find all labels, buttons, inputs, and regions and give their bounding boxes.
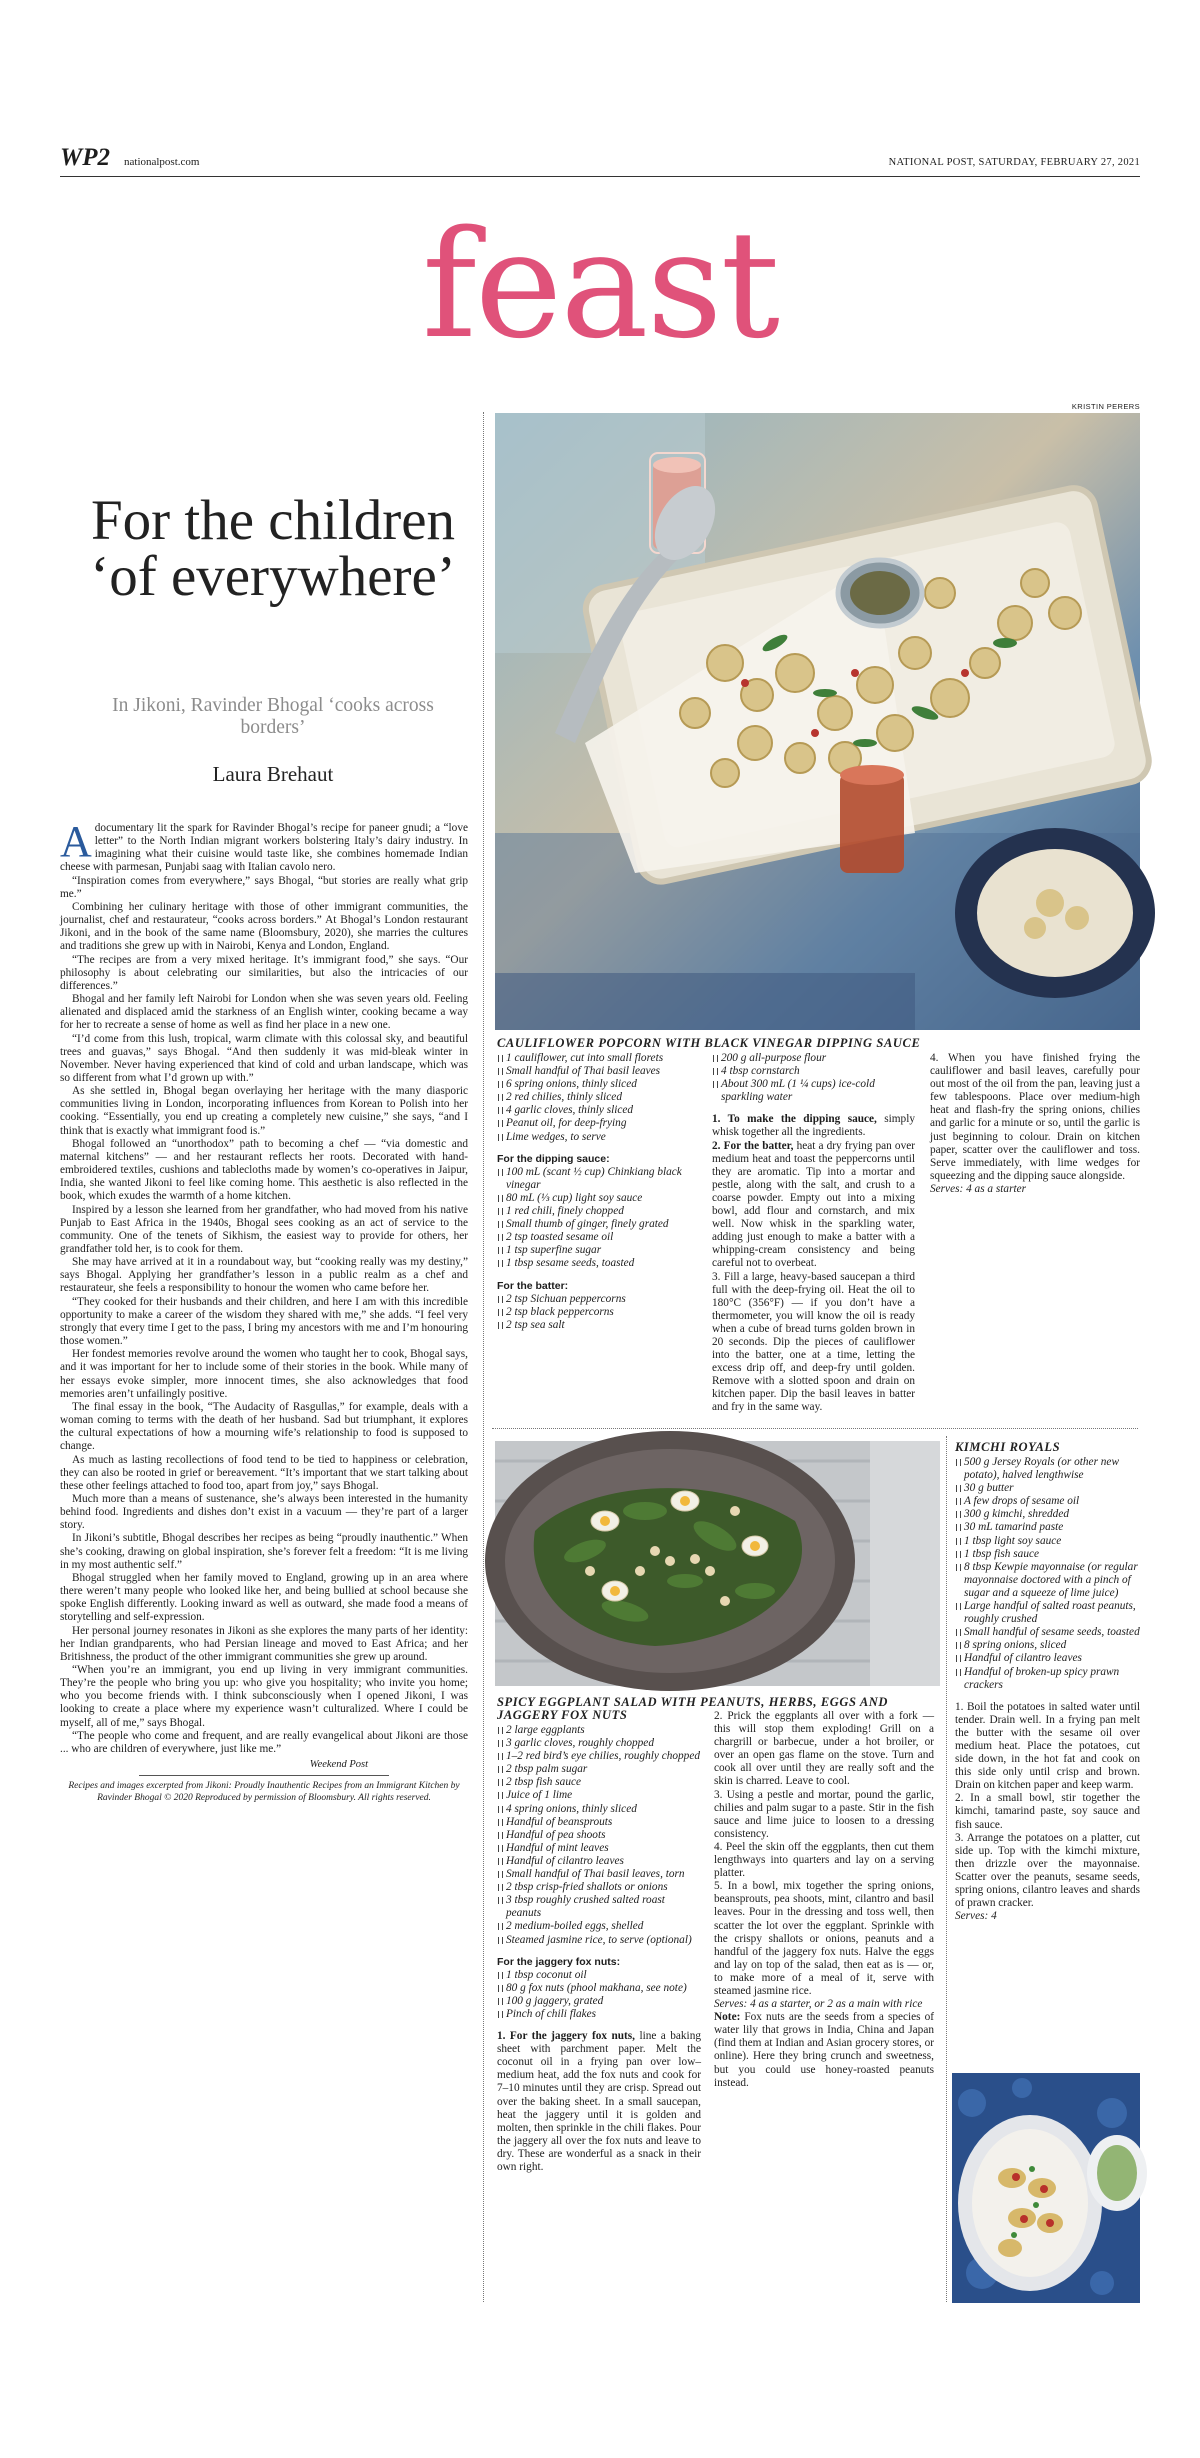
subhead: For the batter: [497, 1279, 569, 1292]
column-divider [946, 1436, 947, 2302]
section-title: feast [421, 199, 779, 371]
ingredient: 2 tsp black peppercorns [497, 1306, 699, 1319]
ingredient: 2 tsp toasted sesame oil [497, 1231, 699, 1244]
serves: Serves: 4 as a starter, or 2 as a main with rice [714, 1998, 923, 2011]
ingredient: 100 mL (scant ½ cup) Chinkiang black vinegar [497, 1166, 699, 1192]
article-paragraph: She may have arrived at it in a roundabout way, but “cooking really was my destiny,” says Bhogal. Applying her grandfather’s lesson in a public realm as a chef and restaurateur, she feels a responsibility to honour the women who came before her. [60, 1256, 468, 1295]
ingredient: 2 red chilies, thinly sliced [497, 1091, 699, 1104]
article-paragraph: In Jikoni’s subtitle, Bhogal describes her recipes as being “proudly inauthentic.” When she’s cooking, drawing on global inspiration, she’s forever felt a freedom: “It is me living in my most authentic self.” [60, 1532, 468, 1571]
kimchi-royals-photo [952, 2073, 1140, 2303]
recipe3-body [955, 1456, 1140, 1923]
recipe2-ingredients [497, 1724, 701, 2188]
article-paragraph: As much as lasting recollections of food tend to be tied to happiness or celebration, they can also be rooted in grief or bereavement. “It’s important that we start talking about these other feelings attached to food too, apart from joy,” says Bhogal. [60, 1453, 468, 1492]
ingredient: 1 tsp superfine sugar [497, 1244, 699, 1257]
eggplant-salad-photo [495, 1441, 940, 1686]
ingredient: 2 tbsp palm sugar [497, 1763, 701, 1776]
ingredient: 200 g all-purpose flour [712, 1052, 915, 1065]
step: 4. When you have finished frying the cauliflower and basil leaves, carefully pour out most of the oil from the pan, leaving just a few tablespoons. Place over medium-high heat and flash-fry the spring onions, chilies and garlic for a minute or so, until the garlic is just beginning to colour. Drain on kitchen paper, scatter over the cauliflower and toss. Serve immediately, with lime wedges for squeezing and the dipping sauce alongside. [930, 1052, 1140, 1182]
ingredient: 8 spring onions, sliced [955, 1639, 1140, 1652]
ingredient: 8 tbsp Kewpie mayonnaise (or regular mayonnaise doctored with a pinch of sugar and a squeeze of lime juice) [955, 1561, 1140, 1600]
dateline: NATIONAL POST, SATURDAY, FEBRUARY 27, 2021 [888, 157, 1140, 168]
ingredient: Handful of beansprouts [497, 1816, 701, 1829]
ingredient: Peanut oil, for deep-frying [497, 1117, 699, 1130]
ingredient: Steamed jasmine rice, to serve (optional) [497, 1934, 701, 1947]
step: 1. Boil the potatoes in salted water until tender. Drain well. In a frying pan melt the butter with the sesame oil over medium heat. Place the potatoes, cut side down, in the hot fat and cook on this side only until crisp and brown. Drain on kitchen paper and keep warm. [955, 1700, 1140, 1792]
article-paragraph: Adocumentary lit the spark for Ravinder Bhogal’s recipe for paneer gnudi; a “love letter” to the North Indian migrant workers bolstering Italy’s dairy industry. In imagining what their cuisine would taste like, she combines homemade Indian cheese with parmesan, Punjabi saag with Italian cavolo nero. [60, 817, 468, 874]
photo-credit: KRISTIN PERERS [1071, 402, 1140, 411]
step: 1. For the jaggery fox nuts, line a baking sheet with parchment paper. Melt the coconut oil in a frying pan over low–medium heat, add the fox nuts and cook for 7–10 minutes until they are crisp. Spread out over the baking sheet. In a small saucepan, heat the jaggery until it is golden and molten, then sprinkle in the chili flakes. Pour the jaggery all over the fox nuts and leave to dry. These are wonderful as a snack in their own right. [497, 2030, 701, 2173]
article-headline: For the children ‘of everywhere’ [90, 489, 456, 608]
ingredient: 4 spring onions, thinly sliced [497, 1803, 701, 1816]
ingredient: Lime wedges, to serve [497, 1131, 699, 1144]
article-paragraph: “They cooked for their husbands and their children, and here I am with this incredible opportunity to make a career of the wisdom they shared with me,” she adds. “I feel very strongly that every time I get to the pass, I bring my ancestors with me and I’m honouring those women.” [60, 1295, 468, 1348]
ingredient: 1–2 red bird’s eye chilies, roughly chopped [497, 1750, 701, 1763]
ingredient: 1 tbsp sesame seeds, toasted [497, 1257, 699, 1270]
step: 3. Using a pestle and mortar, pound the garlic, chilies and palm sugar to a paste. Stir in the fish sauce and lime juice to loosen to a dressing consistency. [714, 1788, 934, 1840]
ingredient: Handful of cilantro leaves [955, 1652, 1140, 1665]
serves: Serves: 4 [955, 1910, 997, 1923]
ingredient: 2 medium-boiled eggs, shelled [497, 1920, 701, 1933]
ingredient: 300 g kimchi, shredded [955, 1508, 1140, 1521]
masthead [60, 140, 1140, 177]
ingredient: 1 red chili, finely chopped [497, 1205, 699, 1218]
excerpt-note: Recipes and images excerpted from Jikoni: Proudly Inauthentic Recipes from an Immigrant Kitchen by Ravinder Bhogal © 2020 Reproduced by permission of Bloomsbury. All rights reserved. [68, 1781, 460, 1804]
article-paragraph: Bhogal and her family left Nairobi for London when she was seven years old. Feeling alienated and displaced amid the starkness of an English winter, cooking became a way for her to recreate a sense of home as well as find her place in a new one. [60, 993, 468, 1032]
article-paragraph: “When you’re an immigrant, you end up living in very immigrant communities. They’re the people who bring you up: who give you hospitality; who invite you home; who you become friends with. I think subconsciously when I opened Jikoni, I was looking to create a place where my experience wasn’t culturalized. Where I could be myself, all of me,” says Bhogal. [60, 1664, 468, 1729]
ingredient: Small handful of Thai basil leaves, torn [497, 1868, 701, 1881]
step: 3. Arrange the potatoes on a platter, cut side up. Top with the kimchi mixture, then drizzle over the mayonnaise. Scatter over the peanuts, sesame seeds, spring onions, cilantro leaves and shards of prawn cracker. [955, 1831, 1140, 1910]
serves: Serves: 4 as a starter [930, 1182, 1027, 1195]
article-paragraph: “Inspiration comes from everywhere,” says Bhogal, “but stories are really what grip me.” [60, 874, 468, 900]
recipe-title-cauliflower: CAULIFLOWER POPCORN WITH BLACK VINEGAR DIPPING SAUCE [497, 1036, 921, 1050]
ingredient: 1 cauliflower, cut into small florets [497, 1052, 699, 1065]
article-paragraph: “The recipes are from a very mixed heritage. It’s immigrant food,” she says. “Our philosophy is about celebrating our similarities, but also the intricacies of our differences.” [60, 953, 468, 992]
step: 2. Prick the eggplants all over with a fork — this will stop them exploding! Grill on a chargrill or barbecue, under a hot broiler, or over an open gas flame on the stove. Turn and cook all over until they are really soft and the skin is charred. Leave to cool. [714, 1710, 934, 1788]
ingredient: Juice of 1 lime [497, 1789, 701, 1802]
note: Note: Fox nuts are the seeds from a species of water lily that grows in India, China and Japan (find them at Indian and Asian grocery stores, or online). Here they bring crunch and sweetness, but you could use honey-roasted peanuts instead. [714, 2011, 934, 2089]
ingredient: 1 tbsp fish sauce [955, 1548, 1140, 1561]
ingredient: 100 g jaggery, grated [497, 1995, 701, 2008]
ingredient: 80 mL (⅓ cup) light soy sauce [497, 1192, 699, 1205]
ingredient: Pinch of chili flakes [497, 2008, 701, 2021]
article-paragraph: “I’d come from this lush, tropical, warm climate with this colossal sky, and beautiful trees and guavas,” says Bhogal. “And then suddenly it was mid-bleak winter in November. Never having experienced that kind of cold and urban landscape, which was so different from what I’d grown up with.” [60, 1032, 468, 1084]
ingredient: 3 garlic cloves, roughly chopped [497, 1737, 701, 1750]
article-paragraph: Bhogal struggled when her family moved to England, growing up in an area where there weren’t many people who looked like her, and being bullied at school because she spoke English differently. Looking inward as well as outward, she made food a means of storytelling and self-expression. [60, 1571, 468, 1624]
ingredient: Handful of mint leaves [497, 1842, 701, 1855]
subhead: For the jaggery fox nuts: [497, 1955, 621, 1968]
ingredient: 2 large eggplants [497, 1724, 701, 1737]
ingredient: A few drops of sesame oil [955, 1495, 1140, 1508]
ingredient: 4 garlic cloves, thinly sliced [497, 1104, 699, 1117]
ingredient: 6 spring onions, thinly sliced [497, 1078, 699, 1091]
recipe1-ingredients [497, 1052, 699, 1332]
article-paragraph: As she settled in, Bhogal began overlaying her heritage with the many diasporic communities living in London, incorporating influences from Korean to Polish into her cooking. “Essentially, you end up creating a completely new cuisine,” she says, “and I think that is exactly what immigrant food is.” [60, 1085, 468, 1137]
recipe2-method [714, 1710, 934, 2090]
ingredient: 80 g fox nuts (phool makhana, see note) [497, 1982, 701, 1995]
subhead: For the dipping sauce: [497, 1152, 610, 1165]
ingredient: About 300 mL (1 ¼ cups) ice-cold sparkling water [712, 1078, 915, 1104]
article-paragraph: “The people who come and frequent, and are really evangelical about Jikoni are those ... who are children of everywhere, just like me.” [60, 1729, 468, 1755]
article-deck: In Jikoni, Ravinder Bhogal ‘cooks across borders’ [112, 695, 434, 738]
article-body [60, 817, 468, 1804]
article-paragraph: Bhogal followed an “unorthodox” path to becoming a chef — “via domestic and maternal kitchens” — and her restaurant reflects her roots. Decorated with hand-embroidered textiles, cushions and tablecloths made by women’s co-operatives in Jaipur, India, she wanted Jikoni to feel like coming home. This aesthetic is also reflected in the book, which exudes the warmth of a home kitchen. [60, 1137, 468, 1203]
signoff-rule [139, 1775, 389, 1776]
article-paragraph: Much more than a means of sustenance, she’s always been interested in the humanity behind food. Ingredients and dishes don’t exist in a vacuum — they’re part of a larger story. [60, 1492, 468, 1532]
drop-cap: A [60, 817, 92, 866]
recipe-title-kimchi: KIMCHI ROYALS [955, 1440, 1061, 1454]
article-byline: Laura Brehaut [212, 762, 334, 786]
ingredient: 2 tbsp crisp-fried shallots or onions [497, 1881, 701, 1894]
ingredient: Large handful of salted roast peanuts, roughly crushed [955, 1600, 1140, 1626]
step: 5. In a bowl, mix together the spring onions, beansprouts, pea shoots, mint, cilantro and basil leaves. Pour in the dressing and toss well, then scatter the lot over the eggplant. Sprinkle with the crispy shallots or onions, peanuts and a handful of the jaggery fox nuts. Halve the eggs and lay on top of the salad, then eat as is — or, to make more of a meal of it, serve with steamed jasmine rice. [714, 1880, 934, 1997]
ingredient: Handful of pea shoots [497, 1829, 701, 1842]
ingredient: 500 g Jersey Royals (or other new potato), halved lengthwise [955, 1456, 1140, 1482]
recipe1-method-cont [930, 1052, 1140, 1196]
step: 2. In a small bowl, stir together the kimchi, tamarind paste, soy sauce and fish sauce. [955, 1792, 1140, 1831]
ingredient: Small handful of sesame seeds, toasted [955, 1626, 1140, 1639]
step: 2. For the batter, heat a dry frying pan over medium heat and toast the peppercorns until they are aromatic. Tip into a mortar and pestle, along with the salt, and crush to a coarse powder. Empty out into a mixing bowl, add flour and cornstarch, and mix well. Now whisk in the sparkling water, adding just enough to make a batter with a whipping-cream consistency and being careful not to overbeat. [712, 1139, 915, 1270]
section-divider [492, 1428, 1138, 1429]
ingredient: 2 tsp sea salt [497, 1319, 699, 1332]
article-paragraph: Her personal journey resonates in Jikoni as she explores the many parts of her identity: her Indian grandparents, who had Persian lineage and moved to East Africa; and her Britishness, the product of the other immigrant communities she grew up around. [60, 1624, 468, 1663]
article-paragraph: Inspired by a lesson she learned from her grandfather, who had moved from his native Punjab to East Africa in the 1940s, Bhogal sees cooking as an act of service to the community. One of the tenets of Sikhism, the easiest way to provide for others, her grandfather told her, is to cook for them. [60, 1203, 468, 1255]
column-divider [483, 412, 484, 2302]
article-paragraph: Her fondest memories revolve around the women who taught her to cook, Bhogal says, and it was important for her to include some of their stories in the book. While many of her essays evoke simpler, more innocent times, she also acknowledges that food memories aren’t unfailingly positive. [60, 1348, 468, 1400]
step: 1. To make the dipping sauce, simply whisk together all the ingredients. [712, 1113, 915, 1139]
cauliflower-photo [495, 413, 1140, 1030]
page-number: WP2 [60, 144, 110, 171]
ingredient: 2 tsp Sichuan peppercorns [497, 1293, 699, 1306]
step: 3. Fill a large, heavy-based saucepan a third full with the deep-frying oil. Heat the oil to 180°C (356°F) — if you don’t have a thermometer, you will know the oil is ready when a cube of bread turns golden brown in 20 seconds. Dip the pieces of cauliflower into the batter, one at a time, letting the excess drip off, and deep-fry until golden. Remove with a slotted spoon and drain on kitchen paper. Dip the basil leaves in batter and fry in the same way. [712, 1270, 915, 1414]
ingredient: 1 tbsp coconut oil [497, 1969, 701, 1982]
ingredient: 2 tbsp fish sauce [497, 1776, 701, 1789]
signoff: Weekend Post [309, 1759, 368, 1771]
article-paragraph: Combining her culinary heritage with those of other immigrant communities, the journalist, chef and restaurateur, “cooks across borders.” At Bhogal’s London restaurant Jikoni, and in the book of the same name (Bloomsbury, 2020), she marries the cultures and traditions she grew up with in Nairobi, Kenya and London, England. [60, 900, 468, 953]
ingredient: 4 tbsp cornstarch [712, 1065, 915, 1078]
ingredient: Small thumb of ginger, finely grated [497, 1218, 699, 1231]
ingredient: Handful of broken-up spicy prawn crackers [955, 1666, 1140, 1692]
recipe-title-eggplant: SPICY EGGPLANT SALAD WITH PEANUTS, HERBS, EGGS AND JAGGERY FOX NUTS [497, 1695, 889, 1722]
ingredient: Small handful of Thai basil leaves [497, 1065, 699, 1078]
recipe1-method [712, 1052, 915, 1414]
article-paragraph: The final essay in the book, “The Audacity of Rasgullas,” for example, deals with a woman coming to terms with the death of her husband. Sad but triumphant, it explores the cultural expectations of how a mourning wife’s relationship to food is supposed to change. [60, 1400, 468, 1453]
ingredient: 3 tbsp roughly crushed salted roast peanuts [497, 1894, 701, 1920]
step: 4. Peel the skin off the eggplants, then cut them lengthways into quarters and lay on a serving platter. [714, 1840, 934, 1880]
ingredient: 30 mL tamarind paste [955, 1521, 1140, 1534]
ingredient: Handful of cilantro leaves [497, 1855, 701, 1868]
ingredient: 30 g butter [955, 1482, 1140, 1495]
site-url[interactable]: nationalpost.com [124, 156, 200, 168]
ingredient: 1 tbsp light soy sauce [955, 1535, 1140, 1548]
